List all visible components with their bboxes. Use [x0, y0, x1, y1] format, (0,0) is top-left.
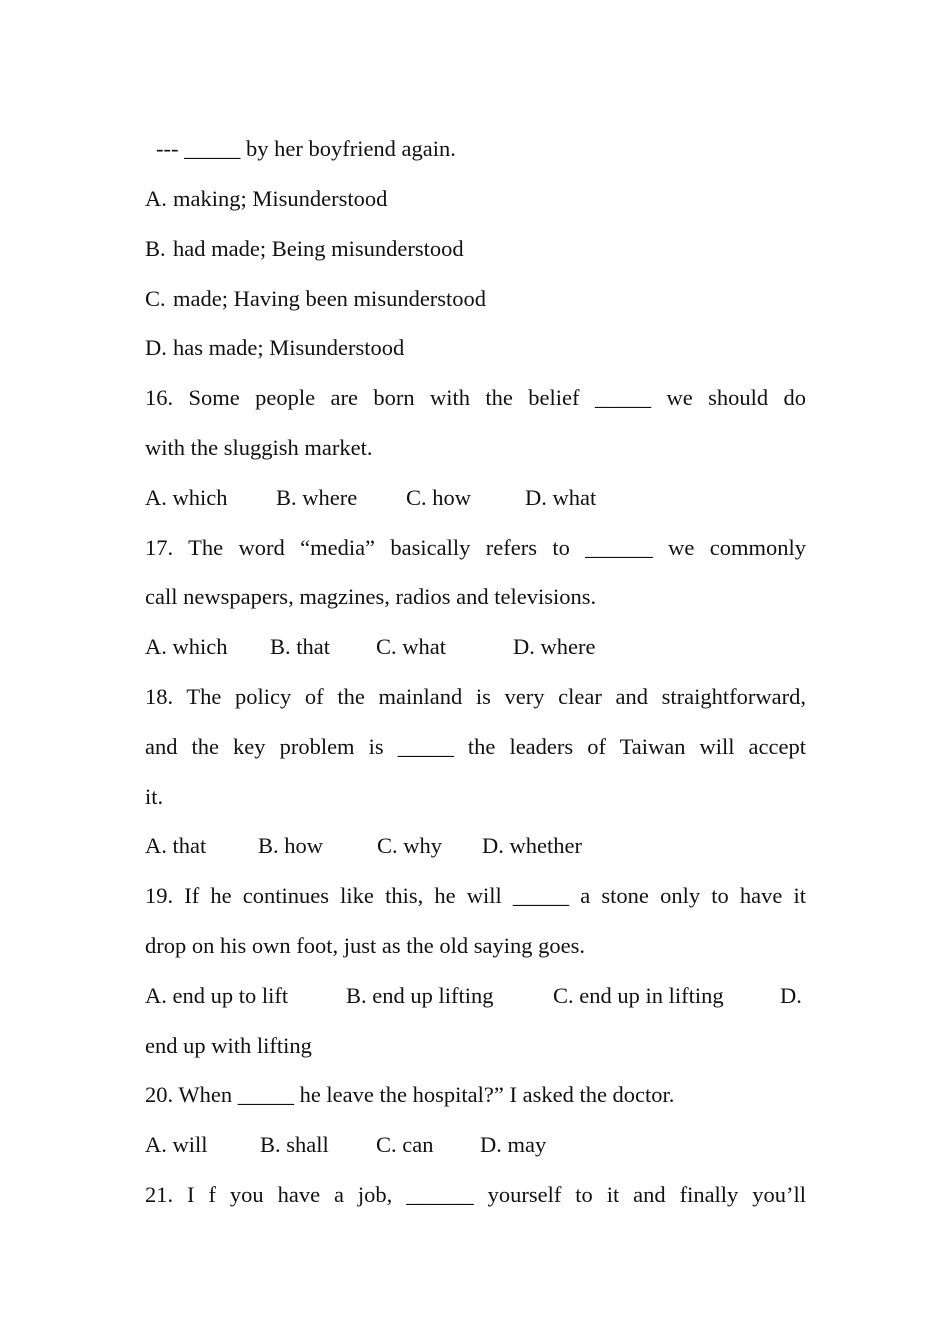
- option-text: made; Having been misunderstood: [173, 286, 487, 311]
- question-21-stem-line-1: 21. I f you have a job, ______ yourself to it and finally you’ll: [145, 1182, 806, 1207]
- question-16-stem-line-2: with the sluggish market.: [145, 435, 373, 460]
- option-c: C. end up in lifting: [553, 983, 724, 1008]
- question-19-option-d-continued: end up with lifting: [145, 1033, 312, 1058]
- option-c: C. what: [376, 634, 446, 659]
- option-c: C. why: [377, 833, 443, 858]
- option-text: had made; Being misunderstood: [173, 236, 464, 261]
- option-a: A. end up to lift: [145, 983, 289, 1008]
- question-15-option-b: [145, 224, 806, 274]
- question-15-stem-continued: --- _____ by her boyfriend again.: [156, 136, 456, 161]
- option-d: D.: [780, 983, 802, 1008]
- question-15-option-d: [145, 323, 806, 373]
- option-text: making; Misunderstood: [173, 186, 388, 211]
- option-a: A. that: [145, 833, 207, 858]
- question-20-options: [145, 1120, 806, 1170]
- question-18-stem-line-3: it.: [145, 784, 164, 809]
- question-18-stem-line-1: 18. The policy of the mainland is very clear and straightforward,: [145, 684, 806, 709]
- question-19-options: [145, 971, 806, 1021]
- question-17-options: [145, 622, 806, 672]
- option-a: A. will: [145, 1132, 208, 1157]
- question-15-option-c: [145, 274, 806, 324]
- question-20-stem-line-1: 20. When _____ he leave the hospital?” I asked the doctor.: [145, 1082, 675, 1107]
- option-d: D. may: [480, 1132, 547, 1157]
- option-letter: D.: [145, 335, 167, 360]
- option-b: B. shall: [260, 1132, 329, 1157]
- question-16-options: [145, 473, 806, 523]
- option-d: D. whether: [482, 833, 582, 858]
- option-text: has made; Misunderstood: [173, 335, 405, 360]
- option-d: D. where: [513, 634, 596, 659]
- option-b: B. where: [276, 485, 358, 510]
- question-15-option-a: [145, 174, 806, 224]
- option-c: C. how: [406, 485, 472, 510]
- option-b: B. end up lifting: [346, 983, 494, 1008]
- question-16-stem-line-1: 16. Some people are born with the belief _____ we should do: [145, 385, 806, 410]
- option-b: B. that: [270, 634, 330, 659]
- question-18-options: [145, 821, 806, 871]
- question-17-stem-line-1: 17. The word “media” basically refers to ______ we commonly: [145, 535, 806, 560]
- option-letter: A.: [145, 186, 167, 211]
- question-19-stem-line-1: 19. If he continues like this, he will _____ a stone only to have it: [145, 883, 806, 908]
- question-19-stem-line-2: drop on his own foot, just as the old saying goes.: [145, 933, 585, 958]
- option-c: C. can: [376, 1132, 434, 1157]
- option-d: D. what: [525, 485, 597, 510]
- option-a: A. which: [145, 485, 228, 510]
- question-17-stem-line-2: call newspapers, magzines, radios and televisions.: [145, 584, 597, 609]
- option-letter: C.: [145, 286, 166, 311]
- option-a: A. which: [145, 634, 228, 659]
- option-b: B. how: [258, 833, 324, 858]
- option-letter: B.: [145, 236, 166, 261]
- question-18-stem-line-2: and the key problem is _____ the leaders of Taiwan will accept: [145, 734, 806, 759]
